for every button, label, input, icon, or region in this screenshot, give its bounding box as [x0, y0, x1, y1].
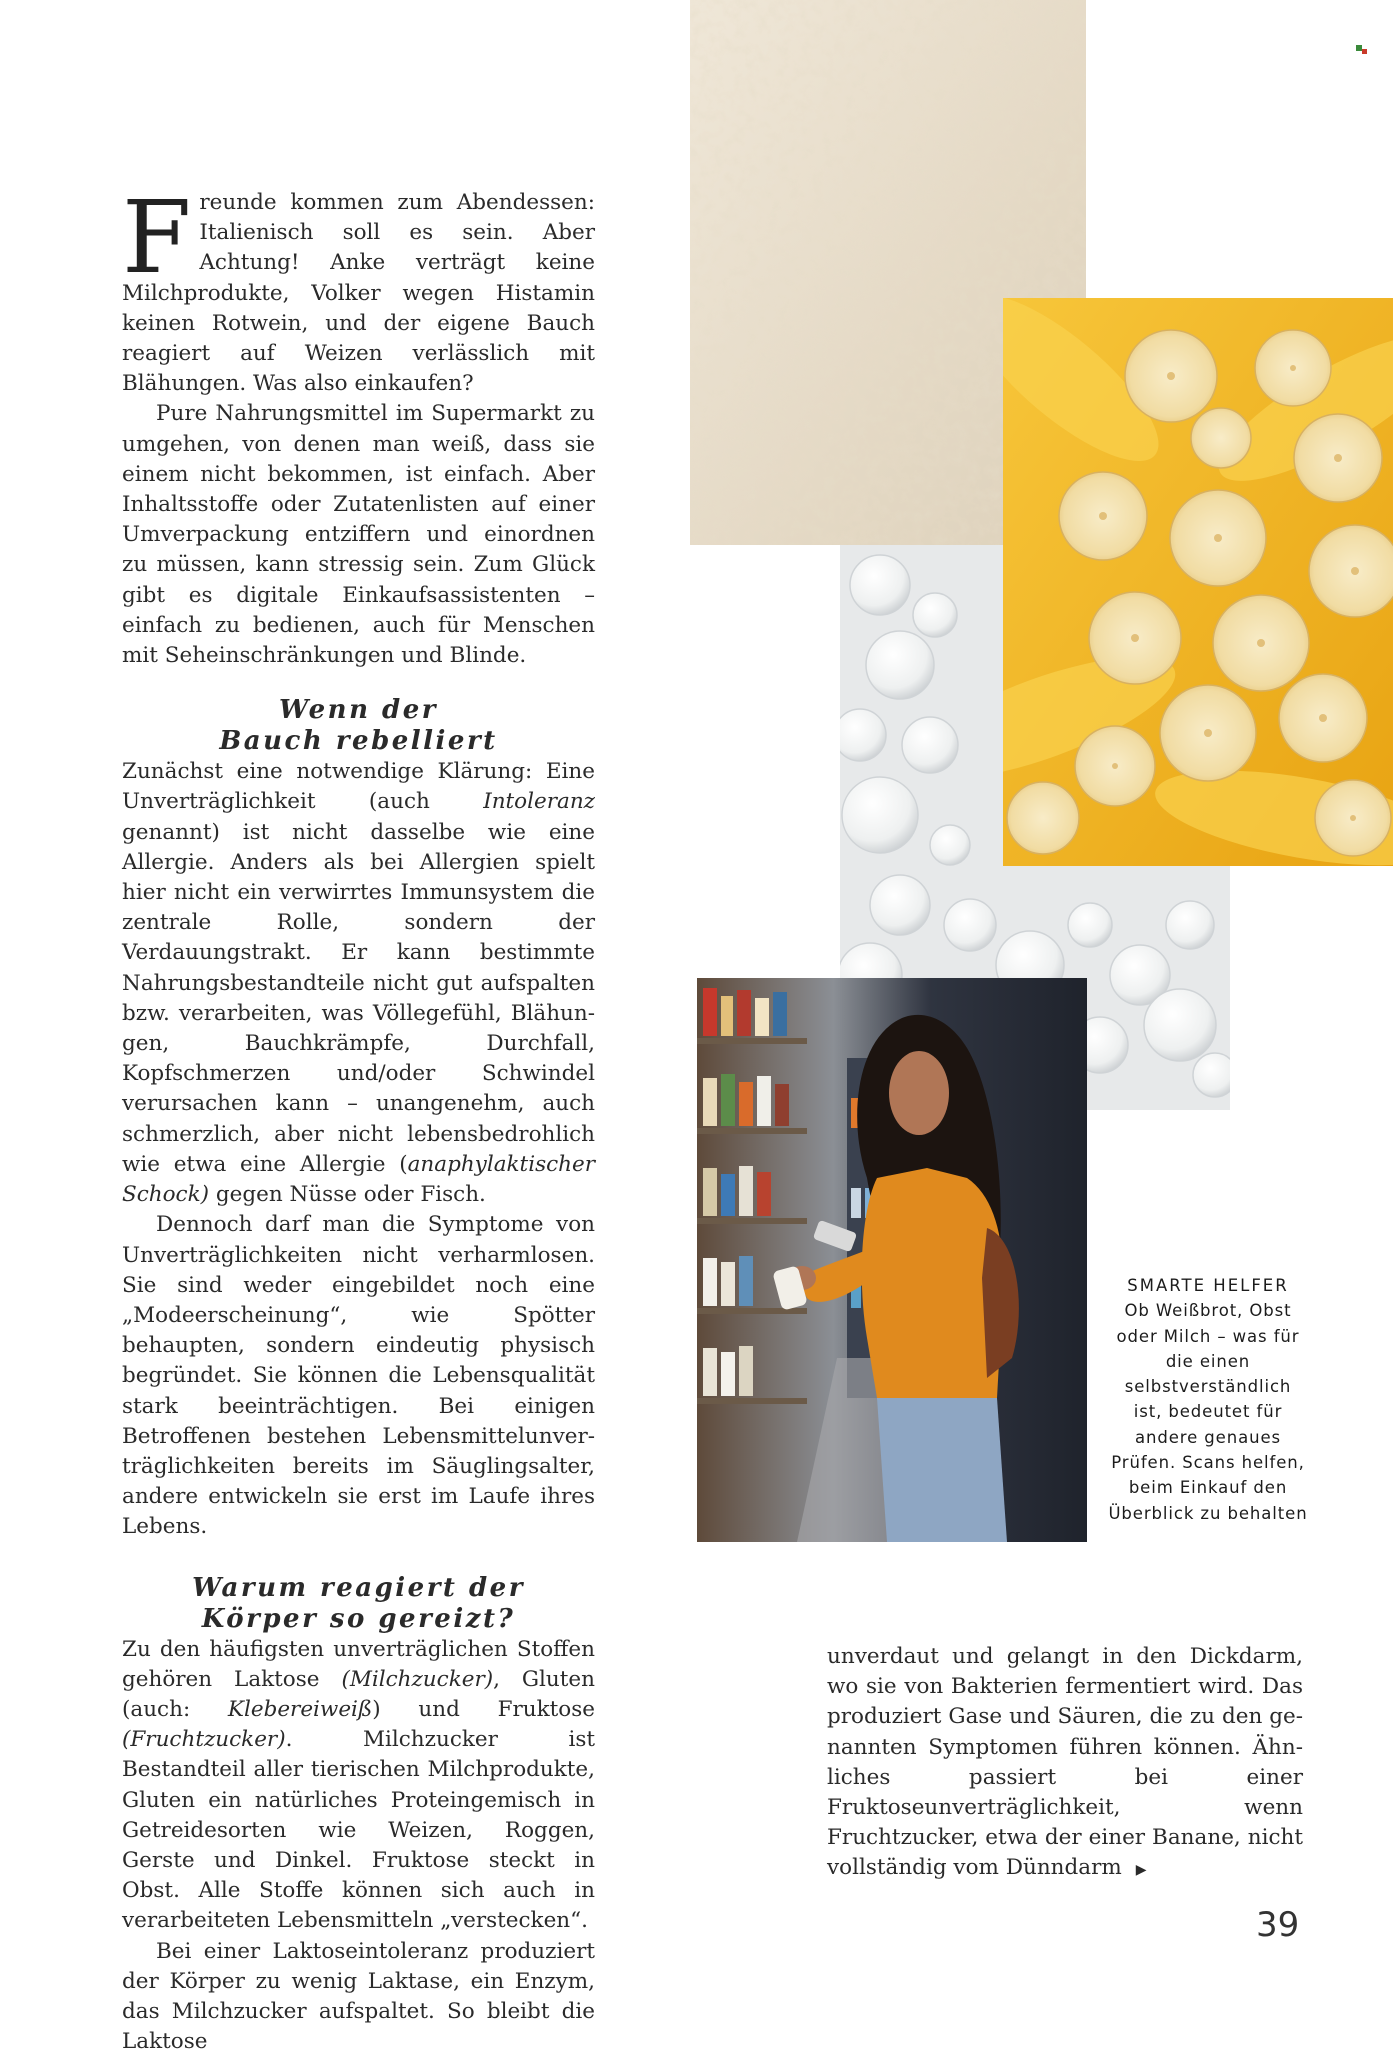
corner-mark-icon [1356, 40, 1368, 50]
text-emphasis: Intoleranz [483, 789, 595, 815]
intro-paragraph-2: Pure Nahrungsmittel im Supermarkt zu umgehen, von denen man weiß, dass sie einem nicht bekommen, ist einfach. Aber Inhaltsstoffe oder Zutatenlisten auf einer Umverpackung entziffern und einordnen zu müssen, kann stressig sein. Zum Glück gibt es digitale Einkaufsassistenten – einfach zu bedienen, auch für Menschen mit Seheinschränkungen und Blinde. [122, 401, 595, 669]
drop-cap: F [122, 179, 192, 296]
caption-body: Ob Weißbrot, Obst oder Milch – was für die einen selbstverständlich ist, bedeutet für andere genaues Prüfen. Scans helfen, beim Einkauf den Überblick zu behalten [1108, 1301, 1308, 1523]
subheading-line: Körper so gereizt? [201, 1603, 516, 1634]
section2-paragraph-1 [122, 1635, 595, 1937]
section1-paragraph-2: Dennoch darf man die Symptome von Unverträglichkeiten nicht verharmlosen. Sie sind weder eingebildet noch eine „Modeerscheinung“, wie Spötter behaupten, sondern eindeutig physisch begründet. Sie können die Lebensqualität stark beeinträchtigen. Bei einigen Betroffenen bestehen Lebensmittelunverträglichkeiten bereits im Säuglingsalter, andere entwickeln sie erst im Laufe ihres Lebens. [122, 1212, 595, 1540]
page-number: 39 [1256, 1905, 1300, 1945]
text-run: ) und Fruktose [372, 1696, 595, 1722]
banana-photo [1003, 298, 1393, 866]
text-run: genannt) ist nicht dasselbe wie eine Allergie. Anders als bei Allergien spielt hier nicht ein verwirrtes Immunsystem die zentrale Rolle, sondern der Verdauungstrakt. Er kann bestimmte Nahrungsbestandteile nicht gut aufspalten bzw. verarbeiten, was Völlegefühl, Blähungen, Bauchkrämpfe, Durchfall, Kopfschmerzen und/oder Schwindel verursachen kann – unangenehm, auch schmerzlich, aber nicht lebensbedrohlich wie etwa eine Allergie ( [122, 819, 595, 1177]
subheading-bauch-rebelliert [122, 671, 595, 757]
text-run: unverdaut und gelangt in den Dickdarm, wo sie von Bakterien fermentiert wird. Das produziert Gase und Säuren, die zu den genannten Symptomen führen können. Ähnliches passiert bei einer Fruktoseunverträglichkeit, wenn Fruchtzucker, etwa der einer Banane, nicht vollständig vom Dünndarm [827, 1644, 1303, 1881]
text-emphasis: (Fruchtzucker) [122, 1727, 286, 1753]
text-emphasis: Klebereiweiß [227, 1696, 373, 1722]
continue-arrow-icon: ▶ [1135, 1862, 1147, 1879]
section2-paragraph-2: Bei einer Laktoseintoleranz produziert der Körper zu wenig Laktase, ein Enzym, das Milchzucker aufspaltet. So bleibt die Laktose [122, 1938, 595, 2055]
text-run: Zunächst eine notwendige Klärung: Eine Unverträglichkeit (auch [122, 759, 595, 815]
subheading-koerper-gereizt [122, 1543, 595, 1635]
text-emphasis: (Milchzucker) [341, 1666, 494, 1692]
woman-shopping-photo [697, 978, 1087, 1542]
subheading-line: Bauch rebelliert [219, 726, 498, 757]
text-run: Zu den häufigsten unverträglichen Stoffen gehören Laktose [122, 1636, 595, 1692]
intro-paragraph [122, 179, 595, 399]
text-run: gegen Nüsse oder Fisch. [209, 1182, 486, 1208]
section1-paragraph-1 [122, 757, 595, 1210]
subheading-line: Warum reagiert der [192, 1572, 525, 1603]
intro-text: reunde kommen zum Abendessen: Italienisch soll es sein. Aber Achtung! Anke verträgt keine Milchprodukte, Volker wegen Histamin keinen Rotwein, und der eigene Bauch reagiert auf Weizen verlässlich mit Blähungen. Was also einkaufen? [122, 190, 595, 397]
caption-title: SMARTE HELFER [1127, 1276, 1289, 1295]
article-right-column [827, 1642, 1303, 1886]
text-emphasis: anaphylaktischer Schock) [122, 1151, 595, 1208]
subheading-line: Wenn der [279, 695, 438, 726]
text-run: . Milchzucker ist Bestandteil aller tierischen Milchprodukte, Gluten ein natürliches Proteingemisch in Getreidesorten wie Weizen, Roggen, Gerste und Dinkel. Fruktose steckt in Obst. Alle Stoffe können sich auch in verarbeiteten Lebensmitteln „verstecken“. [122, 1727, 595, 1934]
text-run: , Gluten (auch: [122, 1666, 595, 1722]
continuation-paragraph [827, 1642, 1303, 1886]
article-left-column [122, 179, 595, 2057]
photo-caption [1108, 1273, 1308, 1526]
